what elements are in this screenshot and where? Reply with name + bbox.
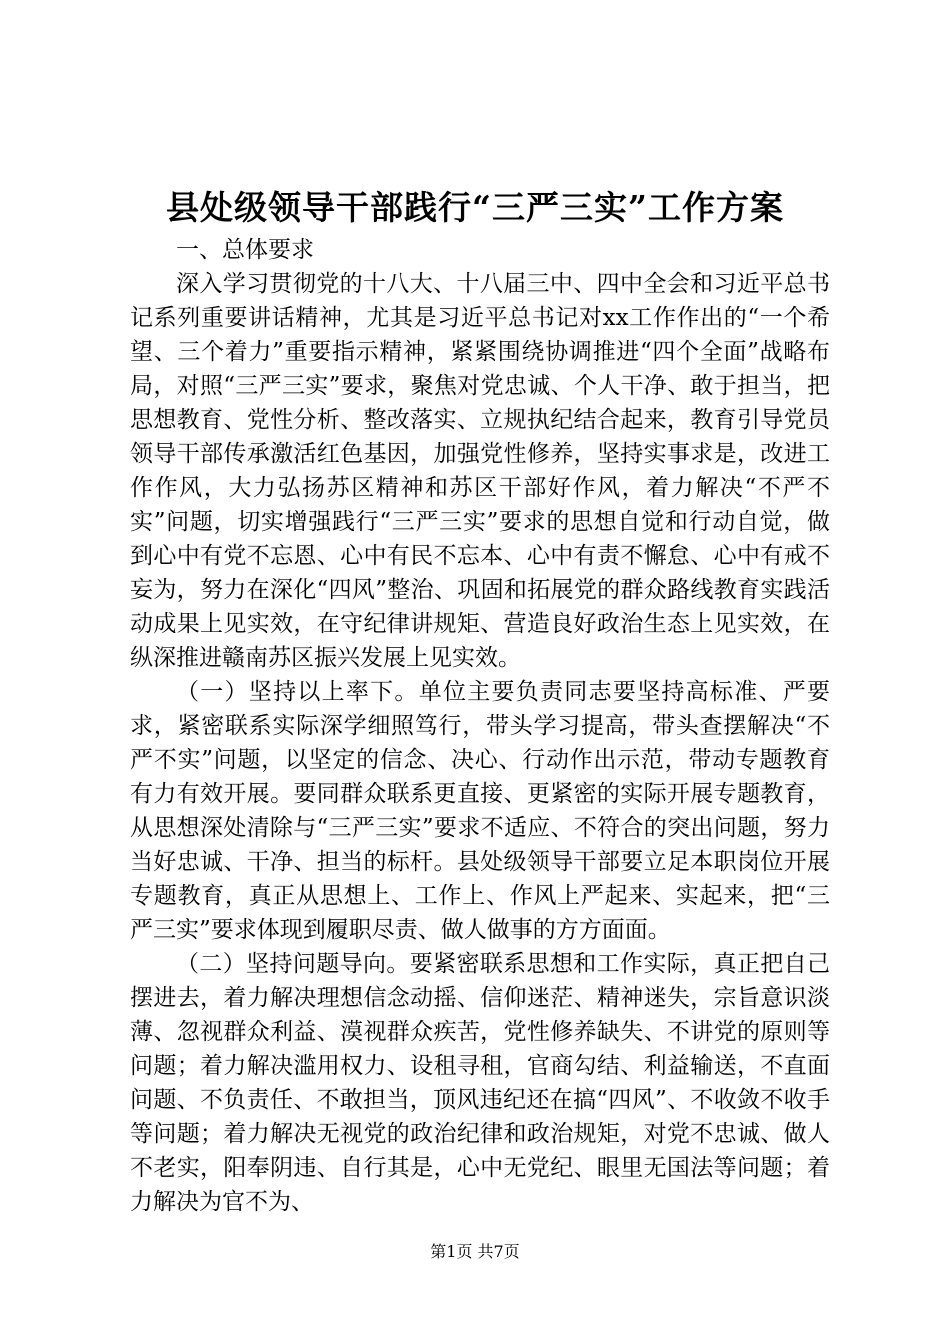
section-heading: 一、总体要求 — [176, 237, 314, 263]
paragraph-lead-by-example: （一）坚持以上率下。单位主要负责同志要坚持高标准、严要求，紧密联系实际深学细照笃行，带头学习提高，带头查摆解决“不严不实”问题，以坚定的信念、决心、行动作出示范，带动专题教育有力有效开展。要同群众联系更直接、更紧密的实际开展专题教育，从思想深处清除与“三严三实”要求不适应、不符合的突出问题，努力当好忠诚、干净、担当的标杆。县处级领导干部要立足本职岗位开展专题教育，真正从思想上、工作上、作风上严起来、实起来，把“三严三实”要求体现到履职尽责、做人做事的方方面面。 — [130, 679, 830, 943]
paragraph-general-requirements: 深入学习贯彻党的十八大、十八届三中、四中全会和习近平总书记系列重要讲话精神，尤其是习近平总书记对xx工作作出的“一个希望、三个着力”重要指示精神，紧紧围绕协调推进“四个全面”战略布局，对照“三严三实”要求，聚焦对党忠诚、个人干净、敢于担当，把思想教育、党性分析、整改落实、立规执纪结合起来，教育引导党员领导干部传承激活红色基因，加强党性修养，坚持实事求是，改进工作作风，大力弘扬苏区精神和苏区干部好作风，着力解决“不严不实”问题，切实增强践行“三严三实”要求的思想自觉和行动自觉，做到心中有党不忘恩、心中有民不忘本、心中有责不懈怠、心中有戒不妄为，努力在深化“四风”整治、巩固和拓展党的群众路线教育实践活动成果上见实效，在守纪律讲规矩、营造良好政治生态上见实效，在纵深推进赣南苏区振兴发展上见实效。 — [130, 271, 830, 671]
paragraph-problem-oriented: （二）坚持问题导向。要紧密联系思想和工作实际，真正把自己摆进去，着力解决理想信念动摇、信仰迷茫、精神迷失，宗旨意识淡薄、忽视群众利益、漠视群众疾苦，党性修养缺失、不讲党的原则等问题；着力解决滥用权力、设租寻租，官商勾结、利益输送，不直面问题、不负责任、不敢担当，顶风违纪还在搞“四风”、不收敛不收手等问题；着力解决无视党的政治纪律和政治规矩，对党不忠诚、做人不老实，阳奉阴违、自行其是，心中无党纪、眼里无国法等问题；着力解决为官不为、 — [130, 951, 830, 1215]
document-title: 县处级领导干部践行“三严三实”工作方案 — [166, 188, 784, 227]
document-body — [130, 233, 830, 1219]
page-footer: 第1页 共7页 — [430, 1242, 520, 1261]
